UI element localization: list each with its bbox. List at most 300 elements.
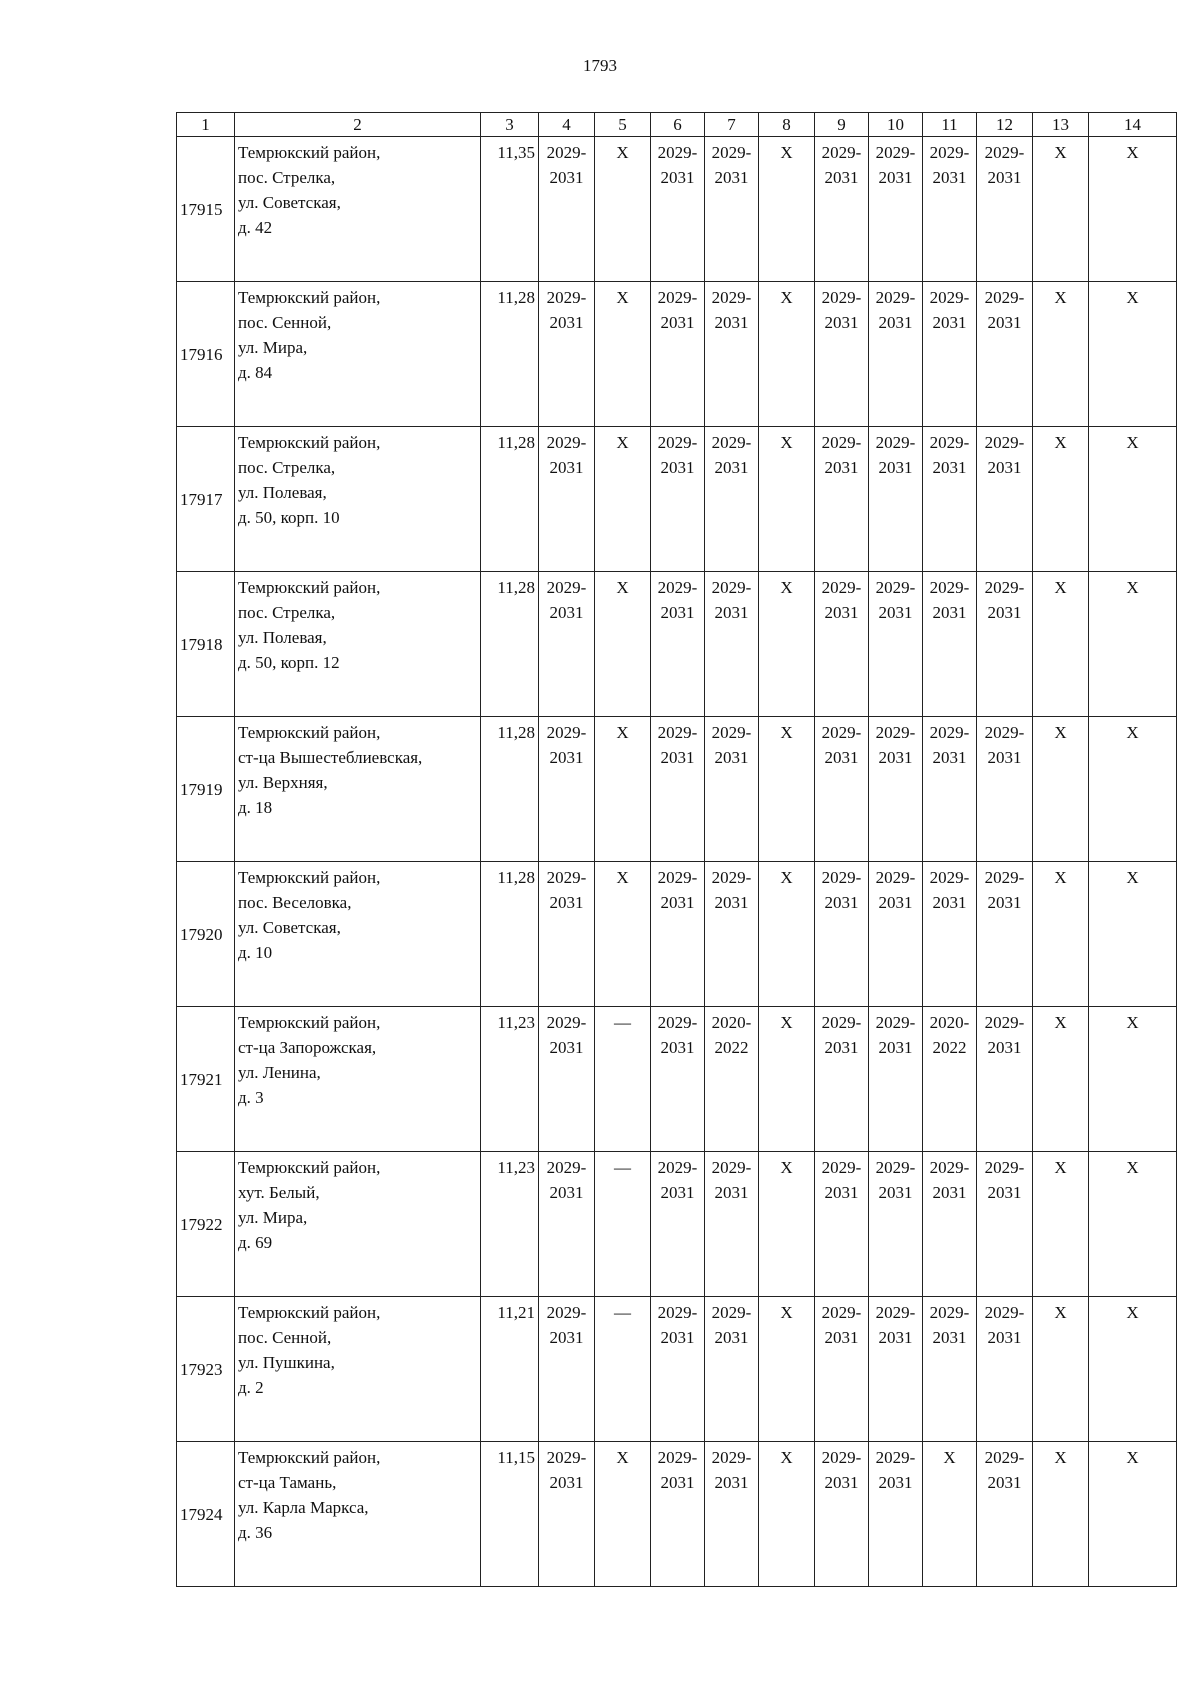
cell-text: 2029- — [984, 578, 1025, 597]
cell-text: 2020- — [929, 1013, 970, 1032]
cell-text: 2029- — [657, 578, 698, 597]
column-header-8: 8 — [759, 113, 815, 137]
cell-text: 2029- — [821, 433, 862, 452]
address-line: ул. Полевая, — [238, 628, 327, 647]
cell-text: X — [1126, 868, 1139, 887]
cell-text: 2029- — [821, 868, 862, 887]
column-14-cell — [1089, 572, 1177, 717]
cell-text: X — [780, 288, 793, 307]
cell-text: 2029- — [711, 1303, 752, 1322]
column-header-14: 14 — [1089, 113, 1177, 137]
address-line: хут. Белый, — [238, 1183, 320, 1202]
cell-text: 2029- — [875, 1158, 916, 1177]
column-9-cell — [815, 717, 869, 862]
cell-text: X — [1126, 143, 1139, 162]
cell-text: 2031 — [824, 893, 859, 912]
address-line: ул. Пушкина, — [238, 1353, 335, 1372]
cell-text: X — [780, 1158, 793, 1177]
cell-text: X — [616, 578, 629, 597]
cell-text: 2031 — [932, 893, 967, 912]
column-4-cell — [539, 572, 595, 717]
cell-text: 2031 — [878, 313, 913, 332]
address-line: Темрюкский район, — [238, 288, 381, 307]
address-line: Темрюкский район, — [238, 578, 381, 597]
column-14-cell — [1089, 1297, 1177, 1442]
column-6-cell — [651, 717, 705, 862]
row-number: 17916 — [177, 282, 235, 427]
column-13-cell — [1033, 1442, 1089, 1587]
cell-text: 2031 — [932, 458, 967, 477]
cell-text: 2031 — [932, 1183, 967, 1202]
cell-text: 2031 — [987, 1328, 1022, 1347]
column-12-cell — [977, 1297, 1033, 1442]
cell-text: X — [1054, 143, 1067, 162]
column-6-cell — [651, 1297, 705, 1442]
column-13-cell — [1033, 717, 1089, 862]
column-13-cell — [1033, 137, 1089, 282]
column-9-cell — [815, 137, 869, 282]
cell-text: 2022 — [932, 1038, 967, 1057]
column-10-cell — [869, 862, 923, 1007]
address-cell — [235, 1297, 481, 1442]
cell-text: 2029- — [821, 1448, 862, 1467]
cell-text: X — [1126, 723, 1139, 742]
table-row — [177, 1297, 1177, 1442]
column-13-cell — [1033, 1297, 1089, 1442]
cell-text: 2029- — [929, 1158, 970, 1177]
cell-text: 2029- — [984, 868, 1025, 887]
cell-text: 2031 — [824, 168, 859, 187]
address-cell — [235, 427, 481, 572]
cell-text: 2031 — [660, 1038, 695, 1057]
column-10-cell — [869, 717, 923, 862]
column-5-cell — [595, 282, 651, 427]
cell-text: 2029- — [546, 1013, 587, 1032]
cell-text: 2029- — [875, 433, 916, 452]
column-9-cell — [815, 1442, 869, 1587]
table-header — [177, 113, 1177, 137]
cell-text: X — [780, 143, 793, 162]
cell-text: 2029- — [821, 143, 862, 162]
cell-text: 2029- — [821, 1158, 862, 1177]
cell-text: 2031 — [714, 1328, 749, 1347]
cell-text: 2029- — [711, 1158, 752, 1177]
column-4-cell — [539, 717, 595, 862]
row-number: 17924 — [177, 1442, 235, 1587]
cell-text: 2031 — [714, 893, 749, 912]
address-line: ст-ца Тамань, — [238, 1473, 337, 1492]
row-number: 17922 — [177, 1152, 235, 1297]
value-cell: 11,15 — [481, 1442, 539, 1587]
cell-text: 2029- — [984, 1448, 1025, 1467]
column-9-cell — [815, 1152, 869, 1297]
cell-text: 2031 — [660, 1328, 695, 1347]
cell-text: 2029- — [984, 288, 1025, 307]
cell-text: 2029- — [546, 143, 587, 162]
cell-text: X — [780, 578, 793, 597]
cell-text: X — [1126, 1013, 1139, 1032]
address-line: ул. Мира, — [238, 1208, 308, 1227]
cell-text: X — [1054, 868, 1067, 887]
address-cell — [235, 137, 481, 282]
cell-text: 2029- — [929, 1303, 970, 1322]
address-line: ул. Верхняя, — [238, 773, 328, 792]
column-13-cell — [1033, 282, 1089, 427]
cell-text: 2029- — [546, 433, 587, 452]
register-table — [176, 112, 1177, 1587]
value-cell: 11,28 — [481, 427, 539, 572]
cell-text: X — [1054, 288, 1067, 307]
column-header-9: 9 — [815, 113, 869, 137]
cell-text: X — [780, 433, 793, 452]
cell-text: X — [1126, 1303, 1139, 1322]
cell-text: 2029- — [546, 1448, 587, 1467]
address-line: ул. Советская, — [238, 918, 341, 937]
address-line: д. 36 — [238, 1523, 273, 1542]
column-7-cell — [705, 1152, 759, 1297]
cell-text: 2031 — [549, 1473, 584, 1492]
cell-text: X — [1126, 578, 1139, 597]
value-cell: 11,28 — [481, 862, 539, 1007]
column-7-cell — [705, 717, 759, 862]
cell-text: 2029- — [657, 723, 698, 742]
cell-text: 2029- — [711, 143, 752, 162]
row-number: 17919 — [177, 717, 235, 862]
cell-text: 2031 — [824, 748, 859, 767]
cell-text: 2029- — [984, 433, 1025, 452]
cell-text: 2031 — [549, 603, 584, 622]
cell-text: 2029- — [875, 1013, 916, 1032]
column-header-1: 1 — [177, 113, 235, 137]
cell-text: X — [780, 1448, 793, 1467]
cell-text: X — [1054, 723, 1067, 742]
column-11-cell — [923, 862, 977, 1007]
column-5-cell — [595, 572, 651, 717]
cell-text: 2029- — [821, 723, 862, 742]
address-line: д. 50, корп. 12 — [238, 653, 340, 672]
column-6-cell — [651, 862, 705, 1007]
address-line: д. 84 — [238, 363, 273, 382]
column-11-cell — [923, 717, 977, 862]
address-line: Темрюкский район, — [238, 143, 381, 162]
cell-text: X — [780, 1013, 793, 1032]
column-7-cell — [705, 862, 759, 1007]
cell-text: 2031 — [549, 168, 584, 187]
cell-text: 2031 — [660, 748, 695, 767]
column-header-4: 4 — [539, 113, 595, 137]
cell-text: 2029- — [711, 868, 752, 887]
cell-text: 2029- — [875, 288, 916, 307]
column-11-cell — [923, 572, 977, 717]
cell-text: 2029- — [546, 578, 587, 597]
cell-text: 2029- — [657, 433, 698, 452]
cell-text: 2031 — [549, 893, 584, 912]
column-9-cell — [815, 862, 869, 1007]
table-row — [177, 1442, 1177, 1587]
address-line: Темрюкский район, — [238, 1448, 381, 1467]
address-line: ул. Полевая, — [238, 483, 327, 502]
cell-text: — — [614, 1158, 631, 1177]
address-line: д. 50, корп. 10 — [238, 508, 340, 527]
cell-text: 2031 — [987, 748, 1022, 767]
address-cell — [235, 717, 481, 862]
row-number: 17920 — [177, 862, 235, 1007]
cell-text: 2029- — [984, 143, 1025, 162]
column-6-cell — [651, 427, 705, 572]
cell-text: 2031 — [660, 1473, 695, 1492]
column-11-cell — [923, 1007, 977, 1152]
column-header-13: 13 — [1033, 113, 1089, 137]
column-header-3: 3 — [481, 113, 539, 137]
cell-text: 2031 — [660, 313, 695, 332]
column-4-cell — [539, 862, 595, 1007]
address-line: пос. Веселовка, — [238, 893, 352, 912]
column-6-cell — [651, 137, 705, 282]
column-12-cell — [977, 1152, 1033, 1297]
cell-text: 2031 — [987, 893, 1022, 912]
cell-text: 2031 — [549, 748, 584, 767]
cell-text: 2031 — [987, 168, 1022, 187]
cell-text: 2029- — [929, 288, 970, 307]
cell-text: 2031 — [878, 1183, 913, 1202]
cell-text: X — [780, 868, 793, 887]
cell-text: X — [1126, 1448, 1139, 1467]
address-line: ул. Карла Маркса, — [238, 1498, 369, 1517]
cell-text: 2031 — [987, 1183, 1022, 1202]
column-5-cell — [595, 1007, 651, 1152]
column-6-cell — [651, 282, 705, 427]
column-4-cell — [539, 1007, 595, 1152]
cell-text: 2031 — [987, 313, 1022, 332]
column-10-cell — [869, 427, 923, 572]
cell-text: 2029- — [657, 868, 698, 887]
column-14-cell — [1089, 1442, 1177, 1587]
column-14-cell — [1089, 427, 1177, 572]
column-13-cell — [1033, 862, 1089, 1007]
column-14-cell — [1089, 717, 1177, 862]
column-11-cell — [923, 282, 977, 427]
row-number: 17918 — [177, 572, 235, 717]
address-line: пос. Стрелка, — [238, 458, 336, 477]
cell-text: 2029- — [711, 288, 752, 307]
column-7-cell — [705, 1007, 759, 1152]
cell-text: 2020- — [711, 1013, 752, 1032]
cell-text: X — [616, 143, 629, 162]
cell-text: 2031 — [824, 1183, 859, 1202]
column-4-cell — [539, 1152, 595, 1297]
cell-text: 2029- — [711, 1448, 752, 1467]
column-11-cell — [923, 1297, 977, 1442]
column-4-cell — [539, 1297, 595, 1442]
address-line: Темрюкский район, — [238, 868, 381, 887]
value-cell: 11,21 — [481, 1297, 539, 1442]
column-6-cell — [651, 1442, 705, 1587]
column-10-cell — [869, 1007, 923, 1152]
cell-text: 2031 — [549, 1328, 584, 1347]
cell-text: 2029- — [984, 723, 1025, 742]
column-11-cell — [923, 1152, 977, 1297]
address-line: д. 69 — [238, 1233, 273, 1252]
cell-text: 2031 — [714, 603, 749, 622]
address-cell — [235, 1152, 481, 1297]
cell-text: 2031 — [549, 1038, 584, 1057]
cell-text: X — [1054, 1448, 1067, 1467]
cell-text: 2029- — [546, 1158, 587, 1177]
column-12-cell — [977, 572, 1033, 717]
cell-text: 2031 — [878, 1473, 913, 1492]
address-line: ул. Советская, — [238, 193, 341, 212]
column-10-cell — [869, 282, 923, 427]
column-12-cell — [977, 1442, 1033, 1587]
cell-text: 2029- — [711, 578, 752, 597]
table-row — [177, 717, 1177, 862]
cell-text: 2031 — [660, 893, 695, 912]
cell-text: X — [1054, 433, 1067, 452]
table-body — [177, 137, 1177, 1587]
column-14-cell — [1089, 862, 1177, 1007]
cell-text: 2031 — [549, 458, 584, 477]
cell-text: X — [1126, 288, 1139, 307]
column-8-cell — [759, 572, 815, 717]
address-cell — [235, 862, 481, 1007]
cell-text: 2029- — [984, 1303, 1025, 1322]
cell-text: 2031 — [660, 168, 695, 187]
cell-text: 2029- — [984, 1158, 1025, 1177]
cell-text: 2031 — [714, 313, 749, 332]
cell-text: 2031 — [549, 313, 584, 332]
column-header-5: 5 — [595, 113, 651, 137]
row-number: 17923 — [177, 1297, 235, 1442]
cell-text: 2029- — [821, 288, 862, 307]
cell-text: 2031 — [824, 313, 859, 332]
address-line: Темрюкский район, — [238, 723, 381, 742]
cell-text: 2029- — [875, 578, 916, 597]
cell-text: 2031 — [932, 603, 967, 622]
address-cell — [235, 572, 481, 717]
cell-text: X — [780, 723, 793, 742]
cell-text: 2029- — [929, 433, 970, 452]
cell-text: 2031 — [660, 603, 695, 622]
cell-text: 2029- — [821, 1303, 862, 1322]
cell-text: 2031 — [660, 458, 695, 477]
cell-text: 2029- — [711, 723, 752, 742]
column-7-cell — [705, 427, 759, 572]
address-line: пос. Сенной, — [238, 313, 332, 332]
column-13-cell — [1033, 427, 1089, 572]
cell-text: 2029- — [875, 143, 916, 162]
cell-text: X — [943, 1448, 956, 1467]
column-5-cell — [595, 717, 651, 862]
column-10-cell — [869, 137, 923, 282]
column-12-cell — [977, 717, 1033, 862]
column-10-cell — [869, 572, 923, 717]
cell-text: 2029- — [929, 143, 970, 162]
column-header-6: 6 — [651, 113, 705, 137]
row-number: 17921 — [177, 1007, 235, 1152]
cell-text: 2031 — [660, 1183, 695, 1202]
column-header-11: 11 — [923, 113, 977, 137]
column-4-cell — [539, 282, 595, 427]
column-5-cell — [595, 137, 651, 282]
cell-text: 2031 — [932, 1328, 967, 1347]
column-5-cell — [595, 1297, 651, 1442]
header-row — [177, 113, 1177, 137]
cell-text: 2029- — [657, 1303, 698, 1322]
column-9-cell — [815, 282, 869, 427]
column-header-7: 7 — [705, 113, 759, 137]
column-13-cell — [1033, 1007, 1089, 1152]
column-8-cell — [759, 1152, 815, 1297]
cell-text: X — [1054, 578, 1067, 597]
column-14-cell — [1089, 1007, 1177, 1152]
cell-text: 2029- — [546, 288, 587, 307]
value-cell: 11,23 — [481, 1007, 539, 1152]
cell-text: 2031 — [549, 1183, 584, 1202]
column-12-cell — [977, 427, 1033, 572]
column-14-cell — [1089, 282, 1177, 427]
cell-text: 2029- — [657, 288, 698, 307]
cell-text: 2029- — [929, 868, 970, 887]
cell-text: 2022 — [714, 1038, 749, 1057]
cell-text: 2031 — [987, 1038, 1022, 1057]
cell-text: 2031 — [878, 458, 913, 477]
cell-text: 2031 — [878, 603, 913, 622]
column-10-cell — [869, 1152, 923, 1297]
cell-text: 2031 — [987, 458, 1022, 477]
column-11-cell — [923, 427, 977, 572]
cell-text: 2031 — [714, 458, 749, 477]
column-10-cell — [869, 1297, 923, 1442]
table-row — [177, 862, 1177, 1007]
cell-text: 2029- — [546, 723, 587, 742]
address-cell — [235, 282, 481, 427]
column-4-cell — [539, 1442, 595, 1587]
column-4-cell — [539, 137, 595, 282]
cell-text: 2029- — [929, 578, 970, 597]
address-line: д. 18 — [238, 798, 273, 817]
column-13-cell — [1033, 1152, 1089, 1297]
column-header-2: 2 — [235, 113, 481, 137]
address-line: д. 3 — [238, 1088, 264, 1107]
column-7-cell — [705, 1297, 759, 1442]
cell-text: X — [1054, 1303, 1067, 1322]
address-line: пос. Стрелка, — [238, 603, 336, 622]
address-cell — [235, 1007, 481, 1152]
cell-text: 2029- — [984, 1013, 1025, 1032]
value-cell: 11,28 — [481, 717, 539, 862]
address-cell — [235, 1442, 481, 1587]
column-6-cell — [651, 1007, 705, 1152]
cell-text: 2029- — [821, 578, 862, 597]
cell-text: X — [780, 1303, 793, 1322]
column-5-cell — [595, 427, 651, 572]
address-line: Темрюкский район, — [238, 1013, 381, 1032]
address-line: ст-ца Запорожская, — [238, 1038, 377, 1057]
cell-text: — — [614, 1303, 631, 1322]
column-9-cell — [815, 1007, 869, 1152]
cell-text: 2029- — [875, 723, 916, 742]
cell-text: 2031 — [878, 1038, 913, 1057]
cell-text: 2031 — [878, 893, 913, 912]
page-number: 1793 — [583, 56, 617, 75]
table-row — [177, 1152, 1177, 1297]
cell-text: 2029- — [875, 1303, 916, 1322]
value-cell: 11,23 — [481, 1152, 539, 1297]
address-line: ул. Ленина, — [238, 1063, 321, 1082]
cell-text: X — [1054, 1158, 1067, 1177]
cell-text: — — [614, 1013, 631, 1032]
column-11-cell — [923, 137, 977, 282]
